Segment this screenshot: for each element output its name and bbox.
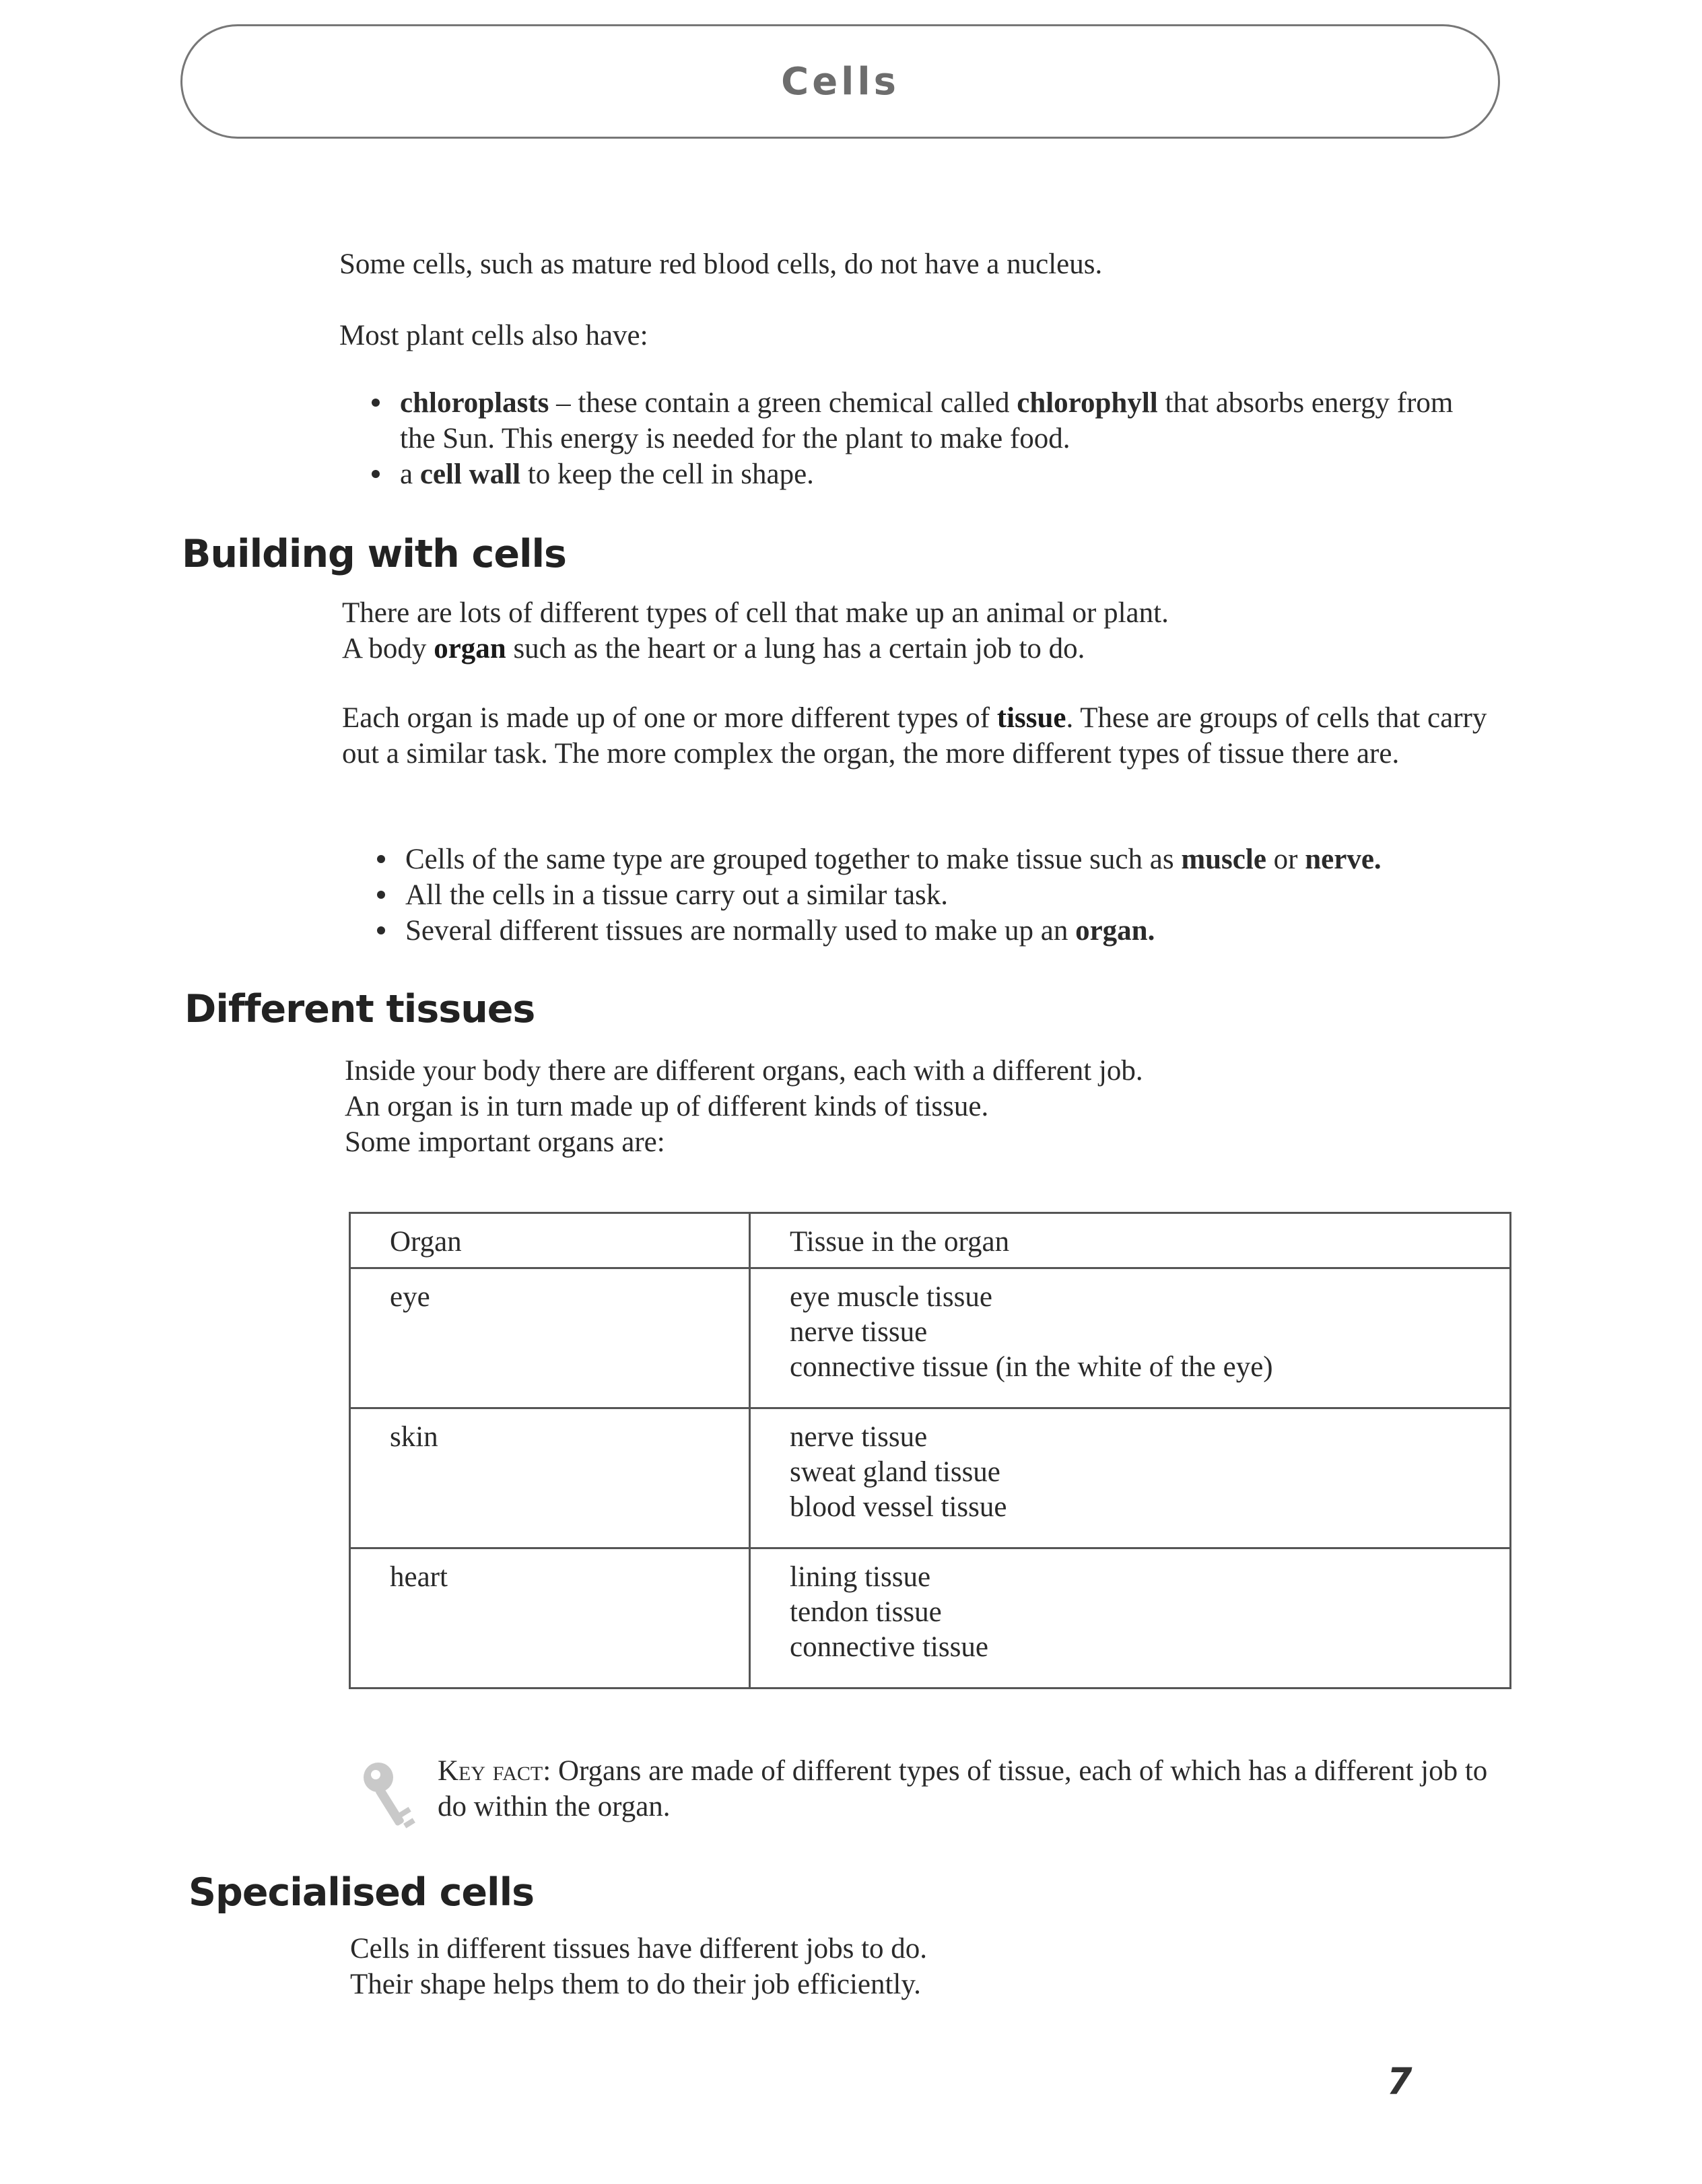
key-fact-label: Key fact:	[438, 1755, 551, 1787]
organ-cell: heart	[350, 1548, 750, 1688]
organ-cell: eye	[350, 1268, 750, 1408]
tissues-paragraph: Inside your body there are different organs, each with a different job. An organ is in turn made up of different kinds of tissue. Some important organs are:	[345, 1055, 1143, 1158]
section-heading-specialised: Specialised cells	[189, 1870, 535, 1915]
key-icon	[358, 1759, 423, 1833]
tissue-cell: lining tissue tendon tissue connective tissue	[750, 1548, 1511, 1688]
section-heading-tissues: Different tissues	[184, 987, 535, 1031]
tissue-list	[374, 842, 1492, 949]
page-number: 7	[1387, 2060, 1412, 2103]
list-item: Several different tissues are normally used to make up an organ.	[374, 913, 1492, 949]
table-row	[350, 1408, 1511, 1548]
column-header-organ: Organ	[350, 1213, 750, 1268]
intro-paragraph-2: Most plant cells also have:	[339, 320, 648, 351]
building-paragraph-1: There are lots of different types of cell that make up an animal or plant. A body organ such as the heart or a lung has a certain job to do.	[342, 597, 1169, 664]
organ-table	[349, 1212, 1511, 1689]
list-item: a cell wall to keep the cell in shape.	[369, 456, 1473, 492]
specialised-paragraph: Cells in different tissues have different jobs to do. Their shape helps them to do their job efficiently.	[350, 1933, 928, 2000]
organ-cell: skin	[350, 1408, 750, 1548]
key-fact: Key fact: Organs are made of different types of tissue, each of which has a different job to do within the organ.	[438, 1755, 1488, 1822]
building-paragraph-2: Each organ is made up of one or more different types of tissue. These are groups of cells that carry out a similar task. The more complex the organ, the more different types of tissue there are.	[342, 702, 1487, 770]
column-header-tissue: Tissue in the organ	[750, 1213, 1511, 1268]
tissue-cell: eye muscle tissue nerve tissue connective tissue (in the white of the eye)	[750, 1268, 1511, 1408]
table-header-row	[350, 1213, 1511, 1268]
intro-paragraph-1: Some cells, such as mature red blood cells, do not have a nucleus.	[339, 248, 1103, 280]
list-item: Cells of the same type are grouped together to make tissue such as muscle or nerve.	[374, 842, 1492, 877]
page-title: Cells	[781, 59, 899, 104]
list-item: All the cells in a tissue carry out a similar task.	[374, 877, 1492, 913]
list-item: chloroplasts – these contain a green chemical called chlorophyll that absorbs energy from the Sun. This energy is needed for the plant to make food.	[369, 385, 1473, 456]
table-row	[350, 1548, 1511, 1688]
plant-cell-list	[369, 385, 1473, 492]
tissue-cell: nerve tissue sweat gland tissue blood vessel tissue	[750, 1408, 1511, 1548]
table-row	[350, 1268, 1511, 1408]
section-heading-building: Building with cells	[182, 532, 566, 576]
